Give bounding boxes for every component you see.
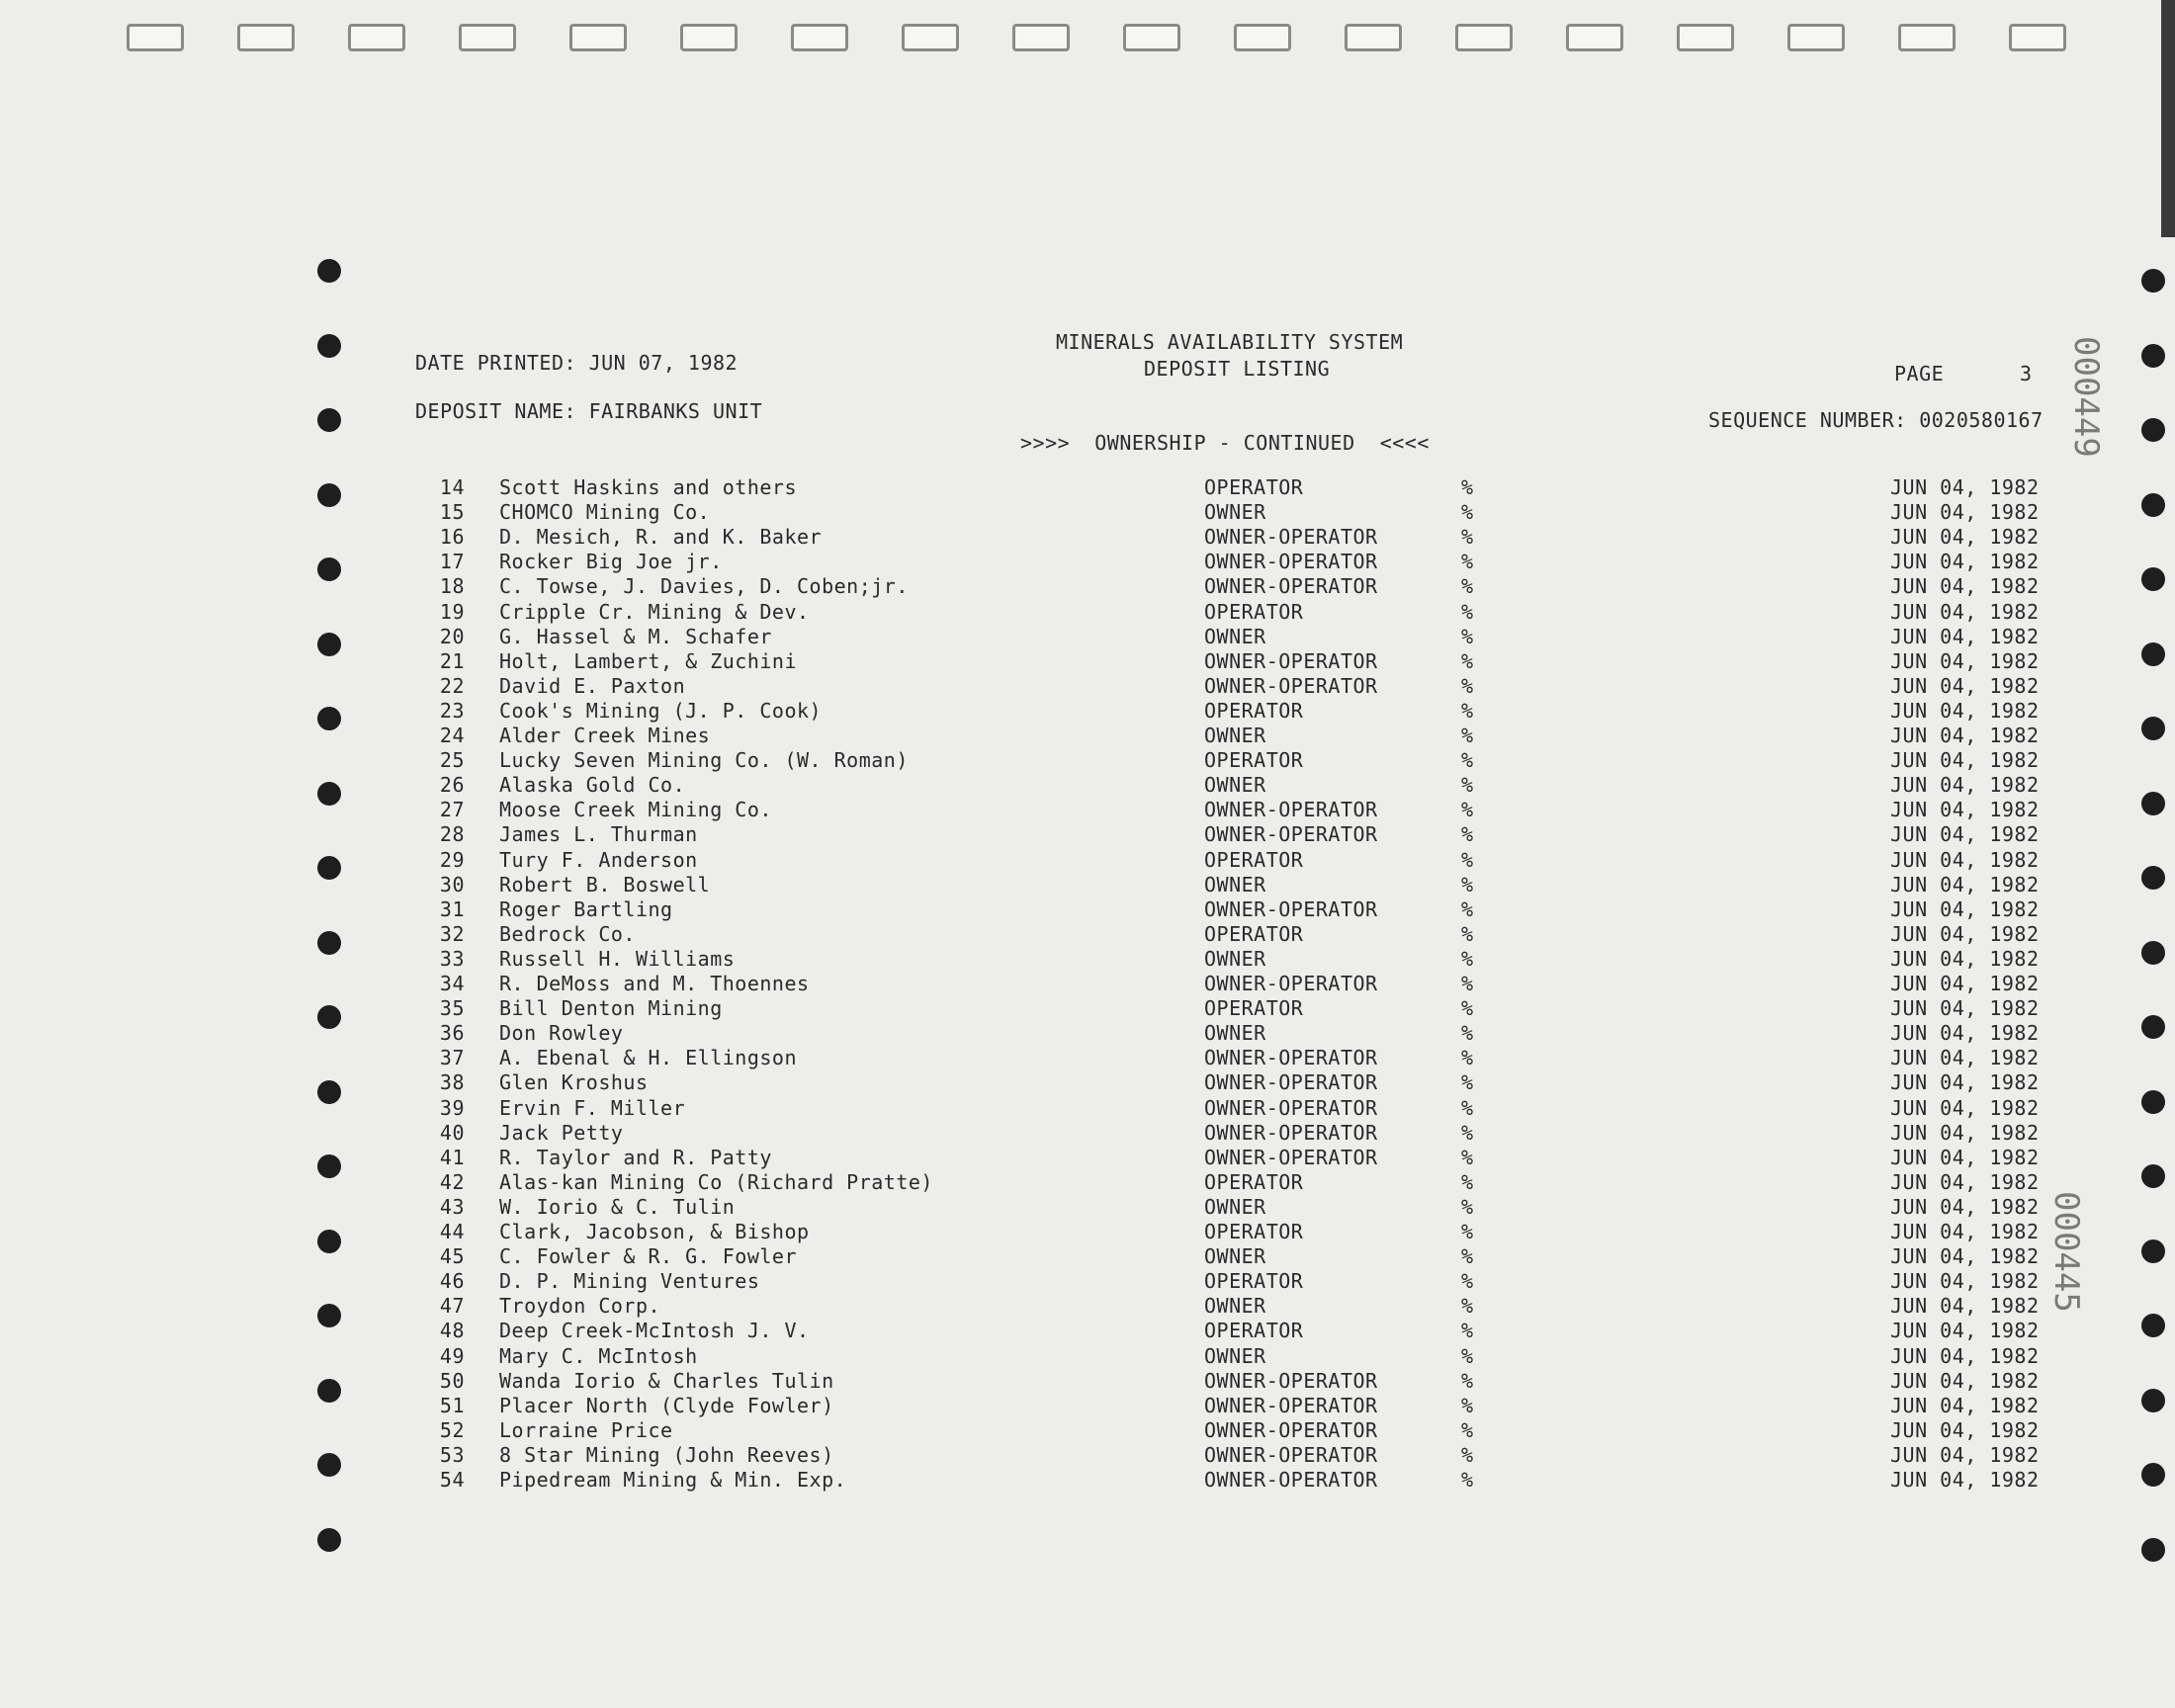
row-number: 47: [439, 1294, 465, 1319]
owner-role: OPERATOR: [1204, 1220, 1304, 1243]
table-row: [0, 649, 2175, 674]
owner-name: R. Taylor and R. Patty: [499, 1145, 772, 1169]
table-row: [0, 525, 2175, 550]
percent-field: %: [1461, 1343, 1474, 1368]
record-date: JUN 04, 1982: [1890, 673, 2040, 698]
table-row: [0, 475, 2175, 500]
owner-name: Cripple Cr. Mining & Dev.: [499, 599, 810, 624]
row-number: 20: [439, 624, 465, 648]
tractor-hole: [1455, 24, 1513, 51]
table-row: [0, 574, 2175, 599]
record-date: JUN 04, 1982: [1890, 599, 2040, 624]
tractor-hole: [680, 24, 738, 51]
percent-field: %: [1461, 847, 1474, 872]
percent-field: %: [1461, 996, 1474, 1021]
row-number: 35: [439, 996, 465, 1021]
section-heading: >>>> OWNERSHIP - CONTINUED <<<<: [1020, 431, 1430, 455]
table-row: [0, 1195, 2175, 1220]
row-number: 15: [439, 500, 465, 525]
owner-role: OWNER-OPERATOR: [1204, 798, 1378, 822]
punch-hole: [2141, 344, 2165, 368]
table-row: [0, 972, 2175, 996]
tractor-hole: [1677, 24, 1734, 51]
table-row: [0, 798, 2175, 822]
table-row: [0, 1244, 2175, 1269]
owner-role: OPERATOR: [1204, 475, 1304, 499]
percent-field: %: [1461, 1021, 1474, 1046]
percent-field: %: [1461, 921, 1474, 946]
owner-name: Placer North (Clyde Fowler): [499, 1393, 834, 1417]
record-date: JUN 04, 1982: [1890, 1145, 2040, 1169]
tractor-hole: [1898, 24, 1956, 51]
percent-field: %: [1461, 500, 1474, 525]
owner-name: C. Towse, J. Davies, D. Coben;jr.: [499, 574, 909, 599]
owner-role: OPERATOR: [1204, 748, 1304, 773]
record-date: JUN 04, 1982: [1890, 1269, 2040, 1294]
owner-name: Pipedream Mining & Min. Exp.: [499, 1468, 847, 1492]
owner-name: David E. Paxton: [499, 673, 686, 698]
tractor-hole: [1345, 24, 1402, 51]
table-row: [0, 1319, 2175, 1343]
table-row: [0, 1220, 2175, 1244]
row-number: 48: [439, 1319, 465, 1343]
table-row: [0, 550, 2175, 574]
table-row: [0, 1046, 2175, 1070]
row-number: 39: [439, 1095, 465, 1120]
percent-field: %: [1461, 574, 1474, 599]
tractor-hole: [348, 24, 405, 51]
table-row: [0, 1394, 2175, 1418]
row-number: 37: [439, 1046, 465, 1070]
percent-field: %: [1461, 698, 1474, 723]
owner-name: Alder Creek Mines: [499, 724, 711, 747]
owner-role: OWNER-OPERATOR: [1204, 1046, 1378, 1070]
row-number: 49: [439, 1343, 465, 1368]
row-number: 40: [439, 1120, 465, 1145]
record-date: JUN 04, 1982: [1890, 1417, 2040, 1442]
record-date: JUN 04, 1982: [1890, 1393, 2040, 1417]
tractor-hole: [1012, 24, 1070, 51]
owner-role: OWNER: [1204, 1021, 1266, 1046]
record-date: JUN 04, 1982: [1890, 773, 2040, 798]
percent-field: %: [1461, 648, 1474, 673]
row-number: 27: [439, 798, 465, 822]
table-row: [0, 600, 2175, 625]
tractor-hole: [1566, 24, 1623, 51]
record-date: JUN 04, 1982: [1890, 1442, 2040, 1467]
table-row: [0, 699, 2175, 724]
owner-role: OWNER-OPERATOR: [1204, 574, 1378, 599]
owner-name: Glen Kroshus: [499, 1070, 649, 1095]
page-number: 3: [2020, 362, 2033, 385]
row-number: 51: [439, 1393, 465, 1417]
record-date: JUN 04, 1982: [1890, 574, 2040, 599]
table-row: [0, 1096, 2175, 1121]
percent-field: %: [1461, 599, 1474, 624]
row-number: 21: [439, 648, 465, 673]
record-date: JUN 04, 1982: [1890, 648, 2040, 673]
tractor-hole: [569, 24, 627, 51]
percent-field: %: [1461, 872, 1474, 897]
owner-name: R. DeMoss and M. Thoennes: [499, 972, 810, 995]
owner-name: Clark, Jacobson, & Bishop: [499, 1220, 810, 1243]
percent-field: %: [1461, 822, 1474, 847]
owner-name: Cook's Mining (J. P. Cook): [499, 698, 823, 723]
row-number: 30: [439, 872, 465, 897]
table-row: [0, 674, 2175, 699]
row-number: 26: [439, 773, 465, 798]
owner-name: CHOMCO Mining Co.: [499, 500, 711, 525]
record-date: JUN 04, 1982: [1890, 1095, 2040, 1120]
percent-field: %: [1461, 1294, 1474, 1319]
owner-role: OWNER-OPERATOR: [1204, 1417, 1378, 1442]
owner-name: Russell H. Williams: [499, 946, 736, 971]
table-row: [0, 1121, 2175, 1146]
table-row: [0, 748, 2175, 773]
table-row: [0, 1294, 2175, 1319]
table-row: [0, 1344, 2175, 1369]
percent-field: %: [1461, 1095, 1474, 1120]
owner-name: G. Hassel & M. Schafer: [499, 624, 772, 648]
archive-stamp-lower: 000445: [2046, 1191, 2086, 1313]
row-number: 45: [439, 1244, 465, 1269]
table-row: [0, 1170, 2175, 1195]
record-date: JUN 04, 1982: [1890, 1244, 2040, 1269]
owner-role: OWNER-OPERATOR: [1204, 1070, 1378, 1095]
owner-name: Ervin F. Miller: [499, 1095, 686, 1120]
owner-role: OPERATOR: [1204, 599, 1304, 624]
record-date: JUN 04, 1982: [1890, 798, 2040, 822]
tractor-hole: [1787, 24, 1845, 51]
owner-role: OPERATOR: [1204, 1319, 1304, 1343]
owner-role: OWNER: [1204, 500, 1266, 525]
percent-field: %: [1461, 550, 1474, 574]
owner-name: Rocker Big Joe jr.: [499, 550, 723, 574]
owner-name: Alaska Gold Co.: [499, 773, 686, 798]
table-row: [0, 996, 2175, 1021]
owner-role: OWNER: [1204, 1194, 1266, 1219]
owner-role: OPERATOR: [1204, 847, 1304, 872]
record-date: JUN 04, 1982: [1890, 500, 2040, 525]
table-row: [0, 625, 2175, 649]
punch-hole: [2141, 269, 2165, 293]
sequence-number: SEQUENCE NUMBER: 0020580167: [1708, 408, 2044, 432]
table-row: [0, 922, 2175, 947]
percent-field: %: [1461, 673, 1474, 698]
row-number: 22: [439, 673, 465, 698]
owner-name: A. Ebenal & H. Ellingson: [499, 1046, 797, 1070]
record-date: JUN 04, 1982: [1890, 897, 2040, 921]
table-row: [0, 773, 2175, 798]
record-date: JUN 04, 1982: [1890, 724, 2040, 747]
table-row: [0, 1418, 2175, 1443]
percent-field: %: [1461, 1120, 1474, 1145]
row-number: 42: [439, 1169, 465, 1194]
owner-role: OWNER-OPERATOR: [1204, 673, 1378, 698]
record-date: JUN 04, 1982: [1890, 872, 2040, 897]
archive-stamp-upper: 000449: [2066, 336, 2106, 458]
percent-field: %: [1461, 525, 1474, 550]
owner-role: OWNER-OPERATOR: [1204, 1095, 1378, 1120]
table-row: [0, 848, 2175, 873]
record-date: JUN 04, 1982: [1890, 1368, 2040, 1393]
row-number: 50: [439, 1368, 465, 1393]
owner-role: OWNER-OPERATOR: [1204, 648, 1378, 673]
punch-hole: [2141, 418, 2165, 442]
row-number: 44: [439, 1220, 465, 1243]
table-row: [0, 1269, 2175, 1294]
table-row: [0, 1468, 2175, 1493]
record-date: JUN 04, 1982: [1890, 1070, 2040, 1095]
tractor-hole: [459, 24, 516, 51]
record-date: JUN 04, 1982: [1890, 1120, 2040, 1145]
owner-name: D. P. Mining Ventures: [499, 1269, 760, 1294]
record-date: JUN 04, 1982: [1890, 946, 2040, 971]
punch-hole: [317, 1528, 341, 1552]
table-row: [0, 724, 2175, 748]
row-number: 19: [439, 599, 465, 624]
percent-field: %: [1461, 946, 1474, 971]
row-number: 36: [439, 1021, 465, 1046]
owner-role: OWNER-OPERATOR: [1204, 972, 1378, 995]
percent-field: %: [1461, 1393, 1474, 1417]
row-number: 17: [439, 550, 465, 574]
record-date: JUN 04, 1982: [1890, 972, 2040, 995]
record-date: JUN 04, 1982: [1890, 1169, 2040, 1194]
percent-field: %: [1461, 1368, 1474, 1393]
row-number: 23: [439, 698, 465, 723]
record-date: JUN 04, 1982: [1890, 921, 2040, 946]
owner-name: Don Rowley: [499, 1021, 624, 1046]
row-number: 25: [439, 748, 465, 773]
percent-field: %: [1461, 1070, 1474, 1095]
row-number: 52: [439, 1417, 465, 1442]
row-number: 31: [439, 897, 465, 921]
owner-name: Robert B. Boswell: [499, 872, 711, 897]
record-date: JUN 04, 1982: [1890, 1021, 2040, 1046]
percent-field: %: [1461, 972, 1474, 995]
row-number: 46: [439, 1269, 465, 1294]
percent-field: %: [1461, 1220, 1474, 1243]
percent-field: %: [1461, 1269, 1474, 1294]
record-date: JUN 04, 1982: [1890, 1343, 2040, 1368]
date-printed: DATE PRINTED: JUN 07, 1982: [415, 351, 739, 375]
percent-field: %: [1461, 724, 1474, 747]
percent-field: %: [1461, 1468, 1474, 1492]
row-number: 34: [439, 972, 465, 995]
owner-name: Wanda Iorio & Charles Tulin: [499, 1368, 834, 1393]
table-row: [0, 822, 2175, 847]
row-number: 24: [439, 724, 465, 747]
percent-field: %: [1461, 1194, 1474, 1219]
page-label: PAGE: [1894, 362, 1945, 385]
record-date: JUN 04, 1982: [1890, 698, 2040, 723]
owner-name: Lorraine Price: [499, 1417, 673, 1442]
record-date: JUN 04, 1982: [1890, 748, 2040, 773]
owner-role: OWNER-OPERATOR: [1204, 1145, 1378, 1169]
owner-role: OWNER-OPERATOR: [1204, 1368, 1378, 1393]
owner-name: Holt, Lambert, & Zuchini: [499, 648, 797, 673]
record-date: JUN 04, 1982: [1890, 624, 2040, 648]
owner-name: D. Mesich, R. and K. Baker: [499, 525, 823, 550]
row-number: 53: [439, 1442, 465, 1467]
tractor-hole: [127, 24, 184, 51]
percent-field: %: [1461, 1169, 1474, 1194]
record-date: JUN 04, 1982: [1890, 847, 2040, 872]
owner-name: Roger Bartling: [499, 897, 673, 921]
record-date: JUN 04, 1982: [1890, 1294, 2040, 1319]
owner-name: W. Iorio & C. Tulin: [499, 1194, 736, 1219]
tractor-hole: [1234, 24, 1291, 51]
owner-name: Bedrock Co.: [499, 921, 636, 946]
owner-name: Troydon Corp.: [499, 1294, 661, 1319]
owner-role: OWNER: [1204, 724, 1266, 747]
owner-role: OWNER: [1204, 1244, 1266, 1269]
row-number: 28: [439, 822, 465, 847]
owner-role: OWNER-OPERATOR: [1204, 1120, 1378, 1145]
table-row: [0, 1070, 2175, 1095]
owner-role: OWNER-OPERATOR: [1204, 822, 1378, 847]
percent-field: %: [1461, 1244, 1474, 1269]
tractor-hole: [237, 24, 295, 51]
owner-name: Moose Creek Mining Co.: [499, 798, 772, 822]
owner-role: OWNER-OPERATOR: [1204, 1393, 1378, 1417]
owner-role: OWNER: [1204, 1343, 1266, 1368]
owner-name: Lucky Seven Mining Co. (W. Roman): [499, 748, 909, 773]
punch-hole: [317, 259, 341, 283]
owner-role: OWNER: [1204, 624, 1266, 648]
tractor-hole: [1123, 24, 1180, 51]
row-number: 54: [439, 1468, 465, 1492]
punch-hole: [2141, 1538, 2165, 1562]
row-number: 32: [439, 921, 465, 946]
page-edge-shadow: [2161, 0, 2175, 237]
owner-role: OPERATOR: [1204, 996, 1304, 1021]
deposit-name: DEPOSIT NAME: FAIRBANKS UNIT: [415, 399, 763, 423]
record-date: JUN 04, 1982: [1890, 1046, 2040, 1070]
owner-name: Mary C. McIntosh: [499, 1343, 698, 1368]
row-number: 38: [439, 1070, 465, 1095]
owner-name: Jack Petty: [499, 1120, 624, 1145]
table-row: [0, 1021, 2175, 1046]
percent-field: %: [1461, 773, 1474, 798]
row-number: 43: [439, 1194, 465, 1219]
row-number: 14: [439, 475, 465, 499]
owner-name: Scott Haskins and others: [499, 475, 797, 499]
row-number: 41: [439, 1145, 465, 1169]
percent-field: %: [1461, 1145, 1474, 1169]
owner-name: 8 Star Mining (John Reeves): [499, 1442, 834, 1467]
table-row: [0, 1443, 2175, 1468]
owner-name: C. Fowler & R. G. Fowler: [499, 1244, 797, 1269]
system-title: MINERALS AVAILABILITY SYSTEM: [1056, 330, 1404, 354]
table-row: [0, 1146, 2175, 1170]
record-date: JUN 04, 1982: [1890, 475, 2040, 499]
percent-field: %: [1461, 897, 1474, 921]
owner-role: OWNER-OPERATOR: [1204, 1442, 1378, 1467]
listing-title: DEPOSIT LISTING: [1144, 357, 1331, 381]
percent-field: %: [1461, 748, 1474, 773]
record-date: JUN 04, 1982: [1890, 822, 2040, 847]
owner-role: OWNER-OPERATOR: [1204, 897, 1378, 921]
record-date: JUN 04, 1982: [1890, 525, 2040, 550]
owner-role: OPERATOR: [1204, 921, 1304, 946]
owner-role: OWNER-OPERATOR: [1204, 550, 1378, 574]
row-number: 18: [439, 574, 465, 599]
tractor-hole: [791, 24, 848, 51]
table-row: [0, 500, 2175, 525]
percent-field: %: [1461, 798, 1474, 822]
owner-name: Alas-kan Mining Co (Richard Pratte): [499, 1169, 933, 1194]
percent-field: %: [1461, 1046, 1474, 1070]
row-number: 16: [439, 525, 465, 550]
tractor-hole: [2009, 24, 2066, 51]
record-date: JUN 04, 1982: [1890, 1220, 2040, 1243]
owner-name: Bill Denton Mining: [499, 996, 723, 1021]
owner-role: OWNER: [1204, 946, 1266, 971]
owner-role: OWNER-OPERATOR: [1204, 525, 1378, 550]
punch-hole: [317, 334, 341, 358]
table-row: [0, 947, 2175, 972]
percent-field: %: [1461, 475, 1474, 499]
owner-name: Tury F. Anderson: [499, 847, 698, 872]
punch-hole: [317, 408, 341, 432]
owner-role: OPERATOR: [1204, 698, 1304, 723]
record-date: JUN 04, 1982: [1890, 996, 2040, 1021]
record-date: JUN 04, 1982: [1890, 1194, 2040, 1219]
table-row: [0, 1369, 2175, 1394]
tractor-hole: [902, 24, 959, 51]
owner-name: James L. Thurman: [499, 822, 698, 847]
owner-role: OPERATOR: [1204, 1269, 1304, 1294]
owner-role: OPERATOR: [1204, 1169, 1304, 1194]
owner-role: OWNER: [1204, 773, 1266, 798]
table-row: [0, 873, 2175, 897]
record-date: JUN 04, 1982: [1890, 550, 2040, 574]
record-date: JUN 04, 1982: [1890, 1468, 2040, 1492]
record-date: JUN 04, 1982: [1890, 1319, 2040, 1343]
owner-name: Deep Creek-McIntosh J. V.: [499, 1319, 810, 1343]
row-number: 33: [439, 946, 465, 971]
table-row: [0, 897, 2175, 922]
owner-role: OWNER-OPERATOR: [1204, 1468, 1378, 1492]
owner-role: OWNER: [1204, 872, 1266, 897]
percent-field: %: [1461, 1417, 1474, 1442]
percent-field: %: [1461, 624, 1474, 648]
percent-field: %: [1461, 1319, 1474, 1343]
row-number: 29: [439, 847, 465, 872]
percent-field: %: [1461, 1442, 1474, 1467]
owner-role: OWNER: [1204, 1294, 1266, 1319]
